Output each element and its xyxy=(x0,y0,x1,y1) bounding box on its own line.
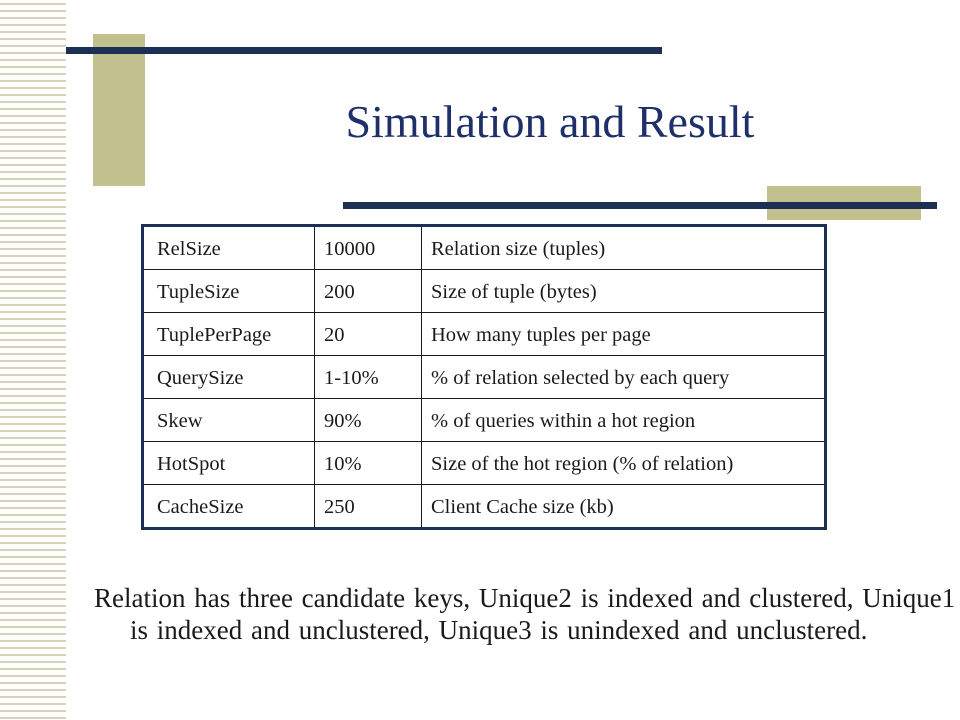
decorative-bar-top xyxy=(66,47,662,54)
table-row xyxy=(143,270,826,313)
param-name: HotSpot xyxy=(143,442,315,485)
param-description: % of relation selected by each query xyxy=(422,356,826,399)
param-value: 90% xyxy=(315,399,422,442)
param-value: 10% xyxy=(315,442,422,485)
table-row xyxy=(143,485,826,529)
decorative-stripes xyxy=(0,0,66,720)
parameter-table xyxy=(141,224,827,530)
param-description: Size of tuple (bytes) xyxy=(422,270,826,313)
param-name: QuerySize xyxy=(143,356,315,399)
decorative-bar-mid xyxy=(343,202,937,209)
param-name: Skew xyxy=(143,399,315,442)
param-value: 200 xyxy=(315,270,422,313)
table-row xyxy=(143,442,826,485)
decorative-block-top xyxy=(93,34,145,186)
table-row xyxy=(143,226,826,270)
param-name: CacheSize xyxy=(143,485,315,529)
param-value: 1-10% xyxy=(315,356,422,399)
table-row xyxy=(143,313,826,356)
param-description: Client Cache size (kb) xyxy=(422,485,826,529)
table-row xyxy=(143,356,826,399)
param-name: TuplePerPage xyxy=(143,313,315,356)
param-description: Size of the hot region (% of relation) xyxy=(422,442,826,485)
body-paragraph: Relation has three candidate keys, Unique2 is indexed and clustered, Unique1 is indexed and unclustered, Unique3 is unindexed and unclustered. xyxy=(94,583,956,645)
param-description: How many tuples per page xyxy=(422,313,826,356)
param-name: TupleSize xyxy=(143,270,315,313)
param-name: RelSize xyxy=(143,226,315,270)
param-value: 10000 xyxy=(315,226,422,270)
param-value: 20 xyxy=(315,313,422,356)
param-description: Relation size (tuples) xyxy=(422,226,826,270)
slide-title: Simulation and Result xyxy=(345,96,755,147)
param-value: 250 xyxy=(315,485,422,529)
table-row xyxy=(143,399,826,442)
param-description: % of queries within a hot region xyxy=(422,399,826,442)
